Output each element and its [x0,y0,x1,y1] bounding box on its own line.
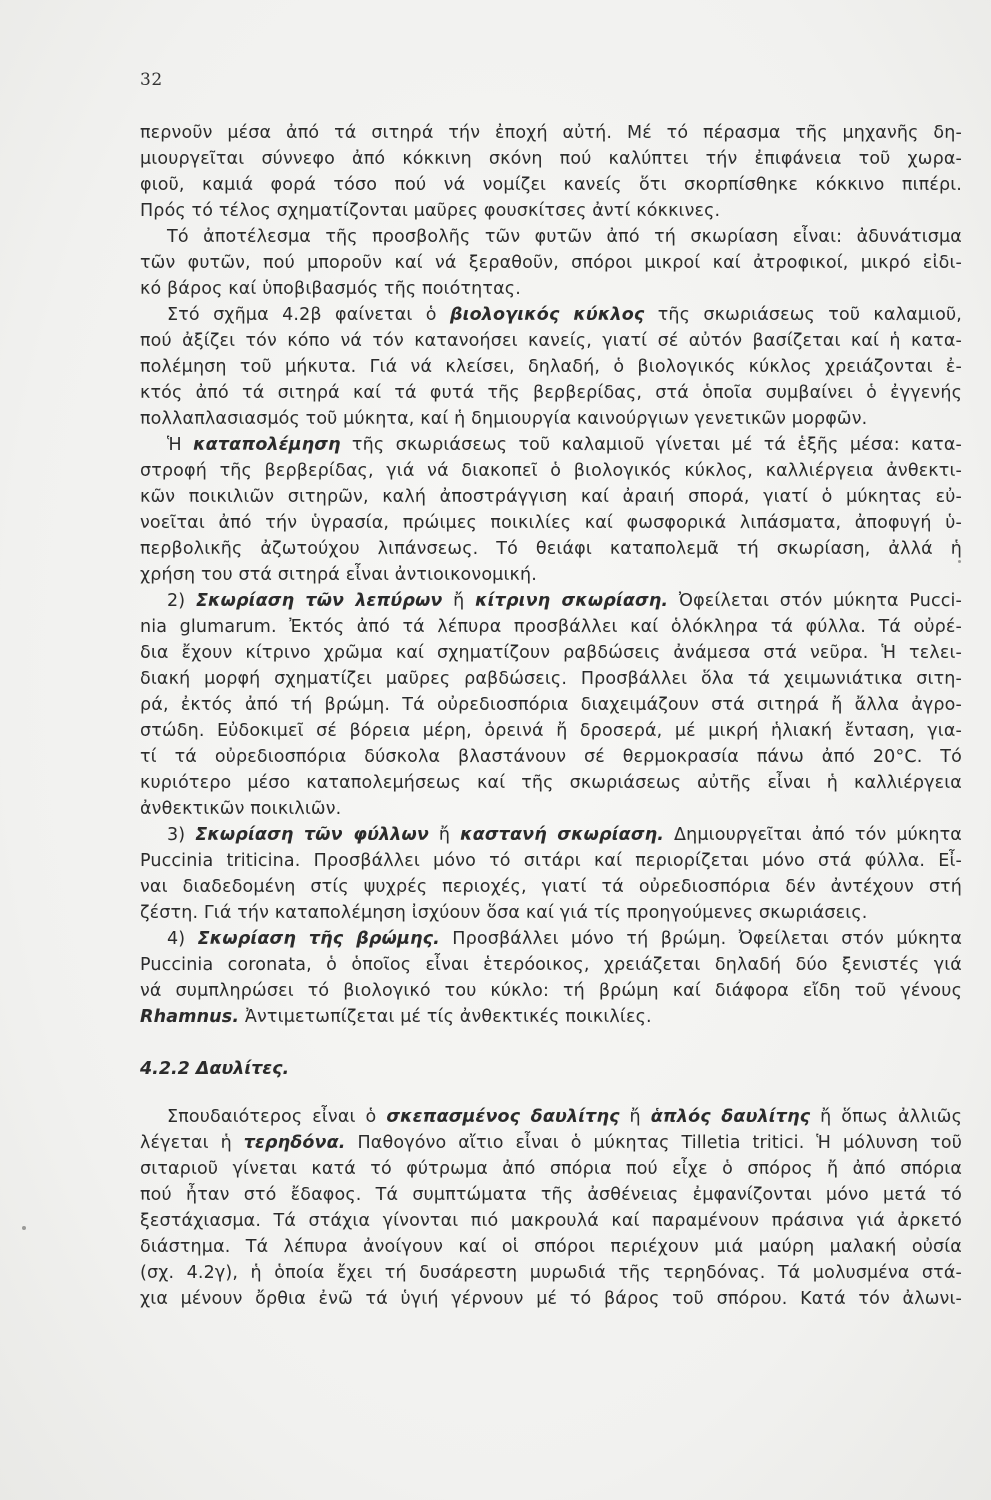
text-line: στροφή τῆς βερβερίδας, γιά νά διακοπεῖ ὁ βιολογικός κύκλος, καλλιέργεια ἀνθεκτι- [140,461,962,481]
emphasis-biological-cycle: βιολογικός κύκλος [449,305,645,325]
text-line [140,588,962,614]
text-line [140,1130,962,1156]
text-line: πολέμηση τοῦ μήκυτα. Γιά νά κλείσει, δηλαδή, ὁ βιολογικός κύκλος χρειάζονται ἐ- [140,357,962,377]
text-line: σιταριοῦ γίνεται κατά τό φύτρωμα ἀπό σπόρια πού εἶχε ὁ σπόρος ἤ ἀπό σπόρια [140,1159,962,1179]
text-run: Στό σχῆμα 4.2β φαίνεται ὁ [167,305,450,325]
text-run: ἤ ὅπως ἀλλιῶς [810,1107,962,1127]
emphasis-control: καταπολέμηση [193,435,341,455]
text-line: nia glumarum. Ἐκτός ἀπό τά λέπυρα προσβάλλει καί ὁλόκληρα τά φύλλα. Τά οὐρέ- [140,617,962,637]
text-run: τῆς σκωριάσεως τοῦ καλαμιοῦ, [644,305,962,325]
text-line: διάστημα. Τά λέπυρα ἀνοίγουν καί οἱ σπόροι περιέχουν μιά μαύρη μαλακή οὐσία [140,1237,962,1257]
text-run: 2) [167,591,196,611]
text-line: ξεστάχιασμα. Τά στάχια γίνονται πιό μακρουλά καί παραμένουν πράσινα γιά ἀρκετό [140,1211,962,1231]
text-line: πολλαπλασιασμός τοῦ μύκητα, καί ἡ δημιουργία καινούργιων γενετικῶν μορφῶν. [140,409,868,429]
emphasis-brown-rust: καστανή σκωρίαση. [460,825,665,845]
text-run: 3) [167,825,196,845]
text-line: μιουργεῖται σύννεφο ἀπό κόκκινη σκόνη πού καλύπτει τήν ἐπιφάνεια τοῦ χωρα- [140,149,962,169]
text-run: ἤ [428,825,461,845]
emphasis-covered-smut: σκεπασμένος δαυλίτης [386,1107,620,1127]
text-line: νοεῖται ἀπό τήν ὑγρασία, πρώιμες ποικιλίες καί φωσφορικά λιπάσματα, ἀποφυγή ὑ- [140,513,962,533]
body-text [140,120,962,1312]
text-line [140,926,962,952]
text-line [140,1104,962,1130]
emphasis-oat-rust: Σκωρίαση τῆς βρώμης. [197,929,440,949]
emphasis-rhamnus: Rhamnus. [140,1007,240,1027]
text-line: περβολικῆς ἀζωτούχου λιπάνσεως. Τό θειάφι καταπολεμᾶ τή σκωρίαση, ἀλλά ἡ [140,539,962,559]
text-line: περνοῦν μέσα ἀπό τά σιτηρά τήν ἐποχή αὐτή. Μέ τό πέρασμα τῆς μηχανῆς δη- [140,123,962,143]
text-run: λέγεται ἡ [140,1133,244,1153]
text-line: φιοῦ, καμιά φορά τόσο πού νά νομίζει κανείς ὅτι σκορπίσθηκε κόκκινο πιπέρι. [140,175,962,195]
text-line: στώδη. Εὐδοκιμεῖ σέ βόρεια μέρη, ὀρεινά ἤ δροσερά, μέ μικρή ἡλιακή ἔνταση, για- [140,721,962,741]
scan-speck [22,1226,26,1230]
text-line: (σχ. 4.2γ), ἡ ὁποία ἔχει τή δυσάρεστη μυρωδιά τῆς τερηδόνας. Τά μολυσμένα στά- [140,1263,962,1283]
text-line: Τό ἀποτέλεσμα τῆς προσβολῆς τῶν φυτῶν ἀπό τή σκωρίαση εἶναι: ἀδυνάτισμα [167,227,962,247]
text-line: ρά, ἐκτός ἀπό τή βρώμη. Τά οὐρεδιοσπόρια διαχειμάζουν στά σιτηρά ἤ ἄλλα ἀγρο- [140,695,962,715]
text-run: ἤ [619,1107,651,1127]
text-line: πού ἀξίζει τόν κόπο νά τόν κατανοήσει κανείς, γιατί σέ αὐτόν βασίζεται καί ἡ κατα- [140,331,962,351]
text-run: Ἀντιμετωπίζεται μέ τίς ἀνθεκτικές ποικιλίες. [239,1007,652,1027]
section-heading: 4.2.2 Δαυλίτες. [140,1059,290,1079]
text-line: χια μένουν ὄρθια ἐνῶ τά ὑγιή γέρνουν μέ τό βάρος τοῦ σπόρου. Κατά τόν ἀλωνι- [140,1289,962,1309]
text-line: τί τά οὐρεδιοσπόρια δύσκολα βλαστάνουν σέ θερμοκρασία πάνω ἀπό 20°C. Τό [140,747,962,767]
text-line: Puccinia triticina. Προσβάλλει μόνο τό σιτάρι καί περιορίζεται μόνο στά φύλλα. Εἶ- [140,851,962,871]
text-line: κό βάρος καί ὑποβιβασμός τῆς ποιότητας. [140,279,521,299]
page-number: 32 [140,70,163,90]
emphasis-simple-smut: ἁπλός δαυλίτης [650,1107,811,1127]
text-run: ἤ [442,591,476,611]
text-line: Puccinia coronata, ὁ ὁποῖος εἶναι ἑτερόοικος, χρειάζεται δηλαδή δύο ξενιστές γιά [140,955,962,975]
text-line [140,432,962,458]
text-run: Παθογόνο αἴτιο εἶναι ὁ μύκητας Tilletia tritici. Ἡ μόλυνση τοῦ [345,1133,963,1153]
text-line: κῶν ποικιλιῶν σιτηρῶν, καλή ἀποστράγγιση καί ἀραιή σπορά, γιατί ὁ μύκητας εὐ- [140,487,962,507]
text-line: ναι διαδεδομένη στίς ψυχρές περιοχές, γιατί τά οὐρεδιοσπόρια δέν ἀντέχουν στή [140,877,962,897]
emphasis-bunt: τερηδόνα. [243,1133,346,1153]
text-line [140,822,962,848]
text-run: Σπουδαιότερος εἶναι ὁ [167,1107,387,1127]
text-line: κτός ἀπό τά σιτηρά καί τά φυτά τῆς βερβερίδας, στά ὁποῖα συμβαίνει ὁ ἐγγενής [140,383,962,403]
text-line: Πρός τό τέλος σχηματίζονται μαῦρες φουσκίτσες ἀντί κόκκινες. [140,201,721,221]
text-line: διακή μορφή σχηματίζει μαῦρες ραβδώσεις. Προσβάλλει ὅλα τά χειμωνιάτικα σιτη- [140,669,962,689]
text-line [140,1004,962,1030]
text-line [140,302,962,328]
text-run: Ὀφείλεται στόν μύκητα Pucci- [668,591,963,611]
text-run: Προσβάλλει μόνο τή βρώμη. Ὀφείλεται στόν μύκητα [439,929,963,949]
text-line: κυριότερο μέσο καταπολεμήσεως καί τῆς σκωριάσεως αὐτῆς εἶναι ἡ καλλιέργεια [140,773,962,793]
text-line: δια ἔχουν κίτρινο χρῶμα καί σχηματίζουν ραβδώσεις ἀνάμεσα στά νεῦρα. Ἡ τελει- [140,643,962,663]
text-run: 4) [167,929,198,949]
text-run: Ἡ [167,435,194,455]
text-line: ζέστη. Γιά τήν καταπολέμηση ἰσχύουν ὅσα καί γιά τίς προηγούμενες σκωριάσεις. [140,903,868,923]
text-line: νά συμπληρώσει τό βιολογικό του κύκλο: τή βρώμη καί διάφορα εἴδη τοῦ γένους [140,981,962,1001]
text-line: ἀνθεκτικῶν ποικιλιῶν. [140,799,342,819]
emphasis-leaf-rust: Σκωρίαση τῶν φύλλων [195,825,429,845]
text-line: τῶν φυτῶν, πού μποροῦν καί νά ξεραθοῦν, σπόροι μικροί καί ἀτροφικοί, μικρό εἰδι- [140,253,962,273]
text-run: τῆς σκωριάσεως τοῦ καλαμιοῦ γίνεται μέ τά ἑξῆς μέσα: κατα- [340,435,963,455]
text-line: πού ἦταν στό ἔδαφος. Τά συμπτώματα τῆς ἀσθένειας ἐμφανίζονται μόνο μετά τό [140,1185,962,1205]
text-run: Δημιουργεῖται ἀπό τόν μύκητα [664,825,962,845]
text-line: χρήση του στά σιτηρά εἶναι ἀντιοικονομική. [140,565,537,585]
emphasis-glume-rust: Σκωρίαση τῶν λεπύρων [195,591,443,611]
scan-speck [958,560,961,563]
emphasis-yellow-rust: κίτρινη σκωρίαση. [475,591,669,611]
